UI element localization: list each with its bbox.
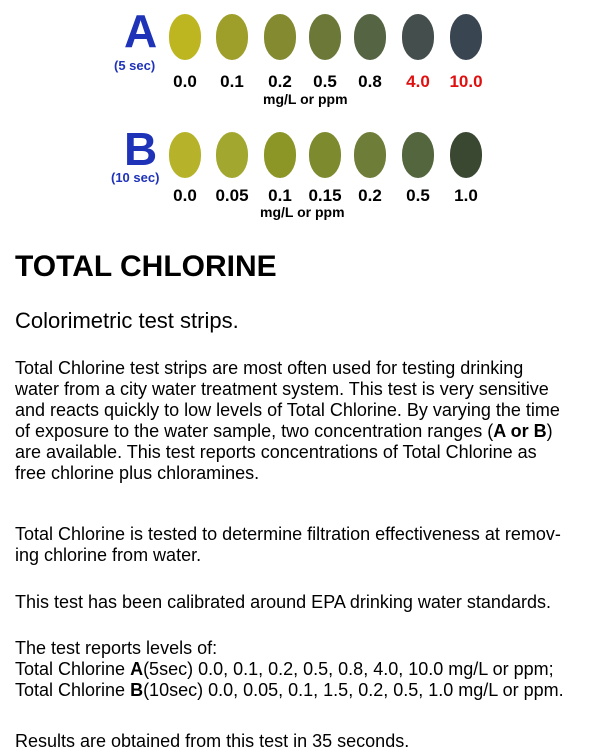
chart-a-letter: A [124,5,158,57]
text-segment: (10sec) 0.0, 0.05, 0.1, 1.5, 0.2, 0.5, 1.0 mg/L or ppm. [143,680,564,700]
swatch-value-label: 0.1 [268,186,292,205]
range-emphasis: A or B [493,421,547,441]
color-swatch [216,14,248,60]
swatch-value-label: 0.5 [406,186,430,205]
text-line: free chlorine plus chloramines. [15,463,260,483]
text-line: Total Chlorine is tested to determine filtration effectiveness at remov- [15,524,561,544]
color-swatch [169,132,201,178]
text-segment: ) [546,421,553,441]
swatch-value-label: 0.5 [313,72,337,91]
range-letter-a: A [130,659,144,679]
color-swatch [450,132,482,178]
swatch-value-label: 0.2 [268,72,292,91]
swatch-value-label: 10.0 [449,72,483,91]
text-segment: of exposure to the water sample, two concentration ranges ( [15,421,494,441]
color-swatch [264,132,296,178]
chart-b-letter: B [124,123,158,175]
swatch-value-label: 4.0 [406,72,430,91]
range-letter-b: B [130,680,144,700]
color-swatch [264,14,296,60]
swatch-value-label: 0.05 [215,186,249,205]
color-swatch [354,132,386,178]
page-title: TOTAL CHLORINE [15,250,277,283]
levels-line-a [15,659,610,680]
chart-a-unit: mg/L or ppm [263,91,348,107]
color-swatch [450,14,482,60]
filtration-paragraph [15,524,610,566]
color-swatch [354,14,386,60]
color-swatch [309,132,341,178]
text-line: Total Chlorine test strips are most often used for testing drinking [15,358,524,378]
text-segment: Total Chlorine [15,680,131,700]
results-paragraph: Results are obtained from this test in 35 seconds. [15,731,410,751]
text-segment: Total Chlorine [15,659,131,679]
calibration-paragraph: This test has been calibrated around EPA drinking water standards. [15,592,551,612]
intro-paragraph [15,358,610,484]
page-subtitle: Colorimetric test strips. [15,308,239,333]
chart-b-time: (10 sec) [111,170,160,185]
text-segment: (5sec) 0.0, 0.1, 0.2, 0.5, 0.8, 4.0, 10.0 mg/L or ppm; [143,659,554,679]
color-swatch [309,14,341,60]
text-line: water from a city water treatment system. This test is very sensitive [15,379,549,399]
text-line: ing chlorine from water. [15,545,202,565]
color-swatch [402,14,434,60]
swatch-value-label: 0.15 [308,186,342,205]
swatch-value-label: 0.0 [173,72,197,91]
chart-b-unit: mg/L or ppm [260,204,345,220]
text-line: The test reports levels of: [15,638,218,658]
swatch-value-label: 0.2 [358,186,382,205]
levels-line-b [15,680,610,701]
text-line [15,421,610,442]
chart-a-time: (5 sec) [114,58,156,73]
color-swatch [169,14,201,60]
chart-b [0,123,612,238]
swatch-value-label: 0.1 [220,72,244,91]
swatch-value-label: 1.0 [454,186,478,205]
swatch-value-label: 0.8 [358,72,382,91]
color-swatch [402,132,434,178]
color-swatch [216,132,248,178]
swatch-value-label: 0.0 [173,186,197,205]
text-line: and reacts quickly to low levels of Total Chlorine. By varying the time [15,400,560,420]
levels-paragraph [15,638,610,701]
text-line: are available. This test reports concentrations of Total Chlorine as [15,442,537,462]
chart-a [0,5,612,120]
